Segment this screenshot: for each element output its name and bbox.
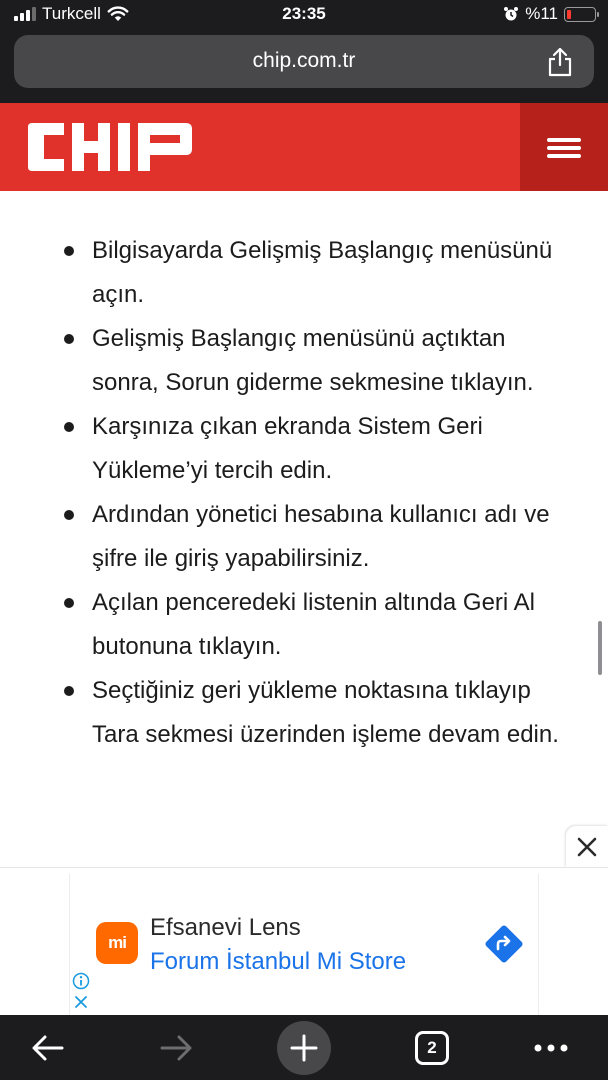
- battery-percentage: %11: [525, 4, 558, 23]
- tabs-icon: 2: [415, 1031, 449, 1065]
- directions-icon[interactable]: [482, 922, 526, 966]
- bullet-icon: [64, 598, 74, 608]
- carrier-name: Turkcell: [42, 4, 101, 23]
- ad-close-button[interactable]: [566, 826, 608, 868]
- new-tab-circle: [277, 1021, 331, 1075]
- list-item-text: Açılan penceredeki listenin altında Geri Al butonuna tıklayın.: [92, 589, 535, 660]
- list-item-text: Karşınıza çıkan ekranda Sistem Geri Yükleme’yi tercih edin.: [92, 413, 483, 484]
- mi-logo[interactable]: mi: [96, 922, 138, 964]
- site-header: [0, 103, 608, 191]
- more-button[interactable]: [526, 1015, 576, 1080]
- forward-button[interactable]: [148, 1015, 204, 1080]
- battery-level: [567, 10, 571, 19]
- steps-list: [56, 229, 566, 757]
- list-item: [56, 405, 566, 493]
- bullet-icon: [64, 510, 74, 520]
- info-icon[interactable]: [72, 972, 90, 990]
- list-item: [56, 669, 566, 757]
- battery-icon: [564, 7, 596, 22]
- ad-subtitle[interactable]: Forum İstanbul Mi Store: [150, 948, 407, 975]
- back-icon: [30, 1033, 66, 1063]
- close-icon: [566, 826, 608, 868]
- alarm-icon: [503, 6, 519, 22]
- ad-close-icon[interactable]: [72, 993, 90, 1011]
- bullet-icon: [64, 422, 74, 432]
- ad-title[interactable]: Efsanevi Lens: [150, 914, 301, 941]
- url-text[interactable]: chip.com.tr: [252, 49, 356, 72]
- list-item-text: Seçtiğiniz geri yükleme noktasına tıklayıp Tara sekmesi üzerinden işleme devam edin.: [92, 677, 559, 748]
- share-icon[interactable]: [546, 47, 574, 77]
- menu-button[interactable]: [520, 103, 608, 191]
- new-tab-button[interactable]: [277, 1015, 331, 1080]
- hamburger-icon-line: [547, 138, 581, 142]
- tabs-button[interactable]: [410, 1015, 454, 1080]
- address-bar[interactable]: [14, 35, 594, 88]
- chip-logo[interactable]: [26, 121, 196, 173]
- bullet-icon: [64, 246, 74, 256]
- list-item-text: Bilgisayarda Gelişmiş Başlangıç menüsünü açın.: [92, 237, 553, 308]
- list-item: [56, 229, 566, 317]
- more-icon: [533, 1043, 569, 1053]
- browser-toolbar: [0, 1015, 608, 1080]
- status-right: [503, 4, 596, 24]
- list-item-text: Ardından yönetici hesabına kullanıcı adı ve şifre ile giriş yapabilirsiniz.: [92, 501, 550, 572]
- article-content: [0, 191, 608, 867]
- list-item: [56, 581, 566, 669]
- ad-frame: [69, 874, 539, 1016]
- hamburger-icon-line: [547, 146, 581, 150]
- back-button[interactable]: [20, 1015, 76, 1080]
- status-time: 23:35: [282, 4, 326, 23]
- bullet-icon: [64, 334, 74, 344]
- new-tab-icon: [290, 1034, 318, 1062]
- list-item-text: Gelişmiş Başlangıç menüsünü açtıktan sonra, Sorun giderme sekmesine tıklayın.: [92, 325, 534, 396]
- browser-top-chrome: [0, 0, 608, 103]
- scroll-indicator[interactable]: [598, 621, 602, 675]
- status-bar: [0, 0, 608, 30]
- bullet-icon: [64, 686, 74, 696]
- list-item: [56, 493, 566, 581]
- hamburger-icon-line: [547, 154, 581, 158]
- list-item: [56, 317, 566, 405]
- forward-icon: [158, 1033, 194, 1063]
